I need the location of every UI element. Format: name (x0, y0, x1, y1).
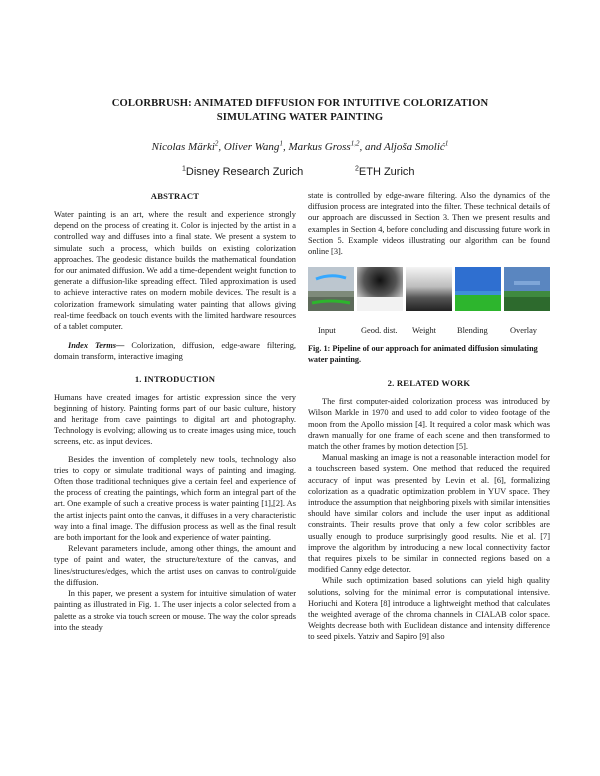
author-affil-sup: 1 (279, 139, 283, 148)
author-name: Aljoša Smolić (384, 141, 445, 153)
related-paragraph-3: While such optimization based solutions can yield high quality solutions, solving for the minimal error is computational intensive. Horiuchi and Kotera [8] introduce a lightweight method that calculates the weighted average of the chroma channels in CIALAB color space. Weights decrease both with Euclidean distance and intensity difference to seed pixels. Yatziv and Sapiro [9] also (308, 576, 550, 642)
figure-label-geod-dist: Geod. dist. (361, 326, 398, 336)
right-column (308, 190, 550, 643)
figure-1-caption: Fig. 1: Pipeline of our approach for animated diffusion simulating water painting. (308, 344, 538, 365)
index-terms (54, 340, 296, 362)
author-affil-sup: 2 (214, 139, 219, 148)
index-terms-label: Index Terms— (68, 341, 125, 351)
figure-label-blending: Blending (457, 326, 488, 336)
author-affil-sup: 1 (444, 139, 449, 148)
abstract-heading: ABSTRACT (150, 191, 200, 201)
figure-labels (308, 325, 550, 339)
related-paragraph-2: Manual masking an image is not a reasonable interaction model for a touchscreen based system. One method that reduced the required accuracy of input was presented by Levin et al. [6], formalizing colorization as a quadratic optimization problem in YUV space. They introduce the assumption that neighboring pixels with similar intensities should have similar colors and include the user input as additional constraints. Their results prove that only a few color scribbles are usually enough to produce surprisingly good results. Nie et al. [7] improve the algorithm by introducing a new local connectivity factor that requires pixels to be similar in connected regions based on a modified Canny edge detector. (308, 453, 550, 575)
figure-overlay-image (504, 267, 550, 311)
title-line-2: SIMULATING WATER PAINTING (216, 112, 384, 123)
affiliation-2 (355, 165, 415, 179)
intro-paragraph-1: Humans have created images for artistic expression since the very beginning of history. Painting forms part of our basic culture, history and heritage from cave paintings to digital art and photography. Technology is evolving; allowing us to create images using mice, touch screens, etc. as input devices. (54, 392, 296, 447)
author-separator: , (218, 141, 224, 153)
affiliation-1 (182, 165, 303, 179)
abstract-text: Water painting is an art, where the result and experience strongly depend on the process of creating it. Color is injected by the artist in a controlled way and diffuses into a final state. We present a system to simulate such a process, which builds on existing colorization approaches. The geodesic distance builds the mathematical foundation for our animated diffusion. We add a time-dependent weight function to generate a diffusion-like spreading effect. Tiled approximation is used to achieve interactive rates on modern mobile devices. The result is a colorization framework simulating water painting that allows giving real-time feedback on touch events with the limited hardware resources of a tablet computer. (54, 210, 296, 332)
paper-title (50, 97, 550, 125)
intro-continued-paragraph: state is controlled by edge-aware filtering. Also the dynamics of the diffusion process are integrated into the filter. These technical details of our approach are discussed in Section 3. Then we present results and examples in Section 4, before concluding and discussing future work in Section 5. Example videos illustrating our algorithm can be found online [3]. (308, 191, 550, 257)
related-work-heading: 2. RELATED WORK (387, 378, 471, 389)
affil-name: ETH Zurich (358, 166, 415, 178)
figure-blending-image (455, 267, 501, 311)
affil-sup: 1 (182, 165, 186, 173)
figure-label-overlay: Overlay (510, 326, 537, 336)
intro-heading: 1. INTRODUCTION (134, 373, 216, 384)
author-list (50, 140, 550, 154)
author-affil-sup: 1,2 (350, 139, 360, 148)
intro-paragraph-3: Relevant parameters include, among other things, the amount and type of paint and water, the structure/texture of the canvas, and lines/structures/edges, which the artist uses on canvas to control/guide the diffusion. (54, 544, 296, 587)
figure-weight-image (406, 267, 452, 311)
figure-label-input: Input (318, 326, 336, 336)
figure-input-image (308, 267, 354, 311)
author-name: Markus Gross (288, 141, 351, 153)
left-column (54, 190, 296, 633)
figure-geodesic-distance-image (357, 267, 403, 311)
related-paragraph-1: The first computer-aided colorization process was introduced by Wilson Markle in 1970 and used to add color to video footage of the moon from the Apollo mission [4]. It required a color mask which was drawn manually for one frame of each scene and then transformed to match the other frames by motion detection [5]. (308, 397, 550, 452)
figure-1-pipeline (308, 267, 550, 323)
intro-paragraph-4: In this paper, we present a system for intuitive simulation of water painting as illustrated in Fig. 1. The user injects a color selected from a palette as a stroke via touch screen or mouse. The way the color spreads into the steady (54, 589, 296, 632)
title-line-1: COLORBRUSH: ANIMATED DIFFUSION FOR INTUITIVE COLORIZATION (111, 98, 489, 109)
author-separator: , (282, 141, 289, 153)
intro-paragraph-2: Besides the invention of completely new tools, technology also tries to copy or simulate traditional ways of painting and imaging. Often those traditional techniques give a certain feel and experience of the process of creating the paintings, which form an integral part of the art. One example of such a creative process is water painting [1],[2]. As the artist injects paint onto the canvas, it diffuses in a very characteristic way into a final image. The diffusion process as well as the final result are both important for the look and experience of water painting. (54, 454, 296, 543)
figure-label-weight: Weight (412, 326, 436, 336)
author-name: Nicolas Märki (151, 141, 215, 153)
affil-sup: 2 (355, 165, 359, 173)
index-terms-text: Colorization, diffusion, edge-aware filtering, domain transform, interactive imaging (54, 341, 296, 362)
author-name: Oliver Wang (223, 141, 280, 153)
author-separator-and: , and (359, 141, 384, 153)
affil-name: Disney Research Zurich (185, 166, 304, 178)
